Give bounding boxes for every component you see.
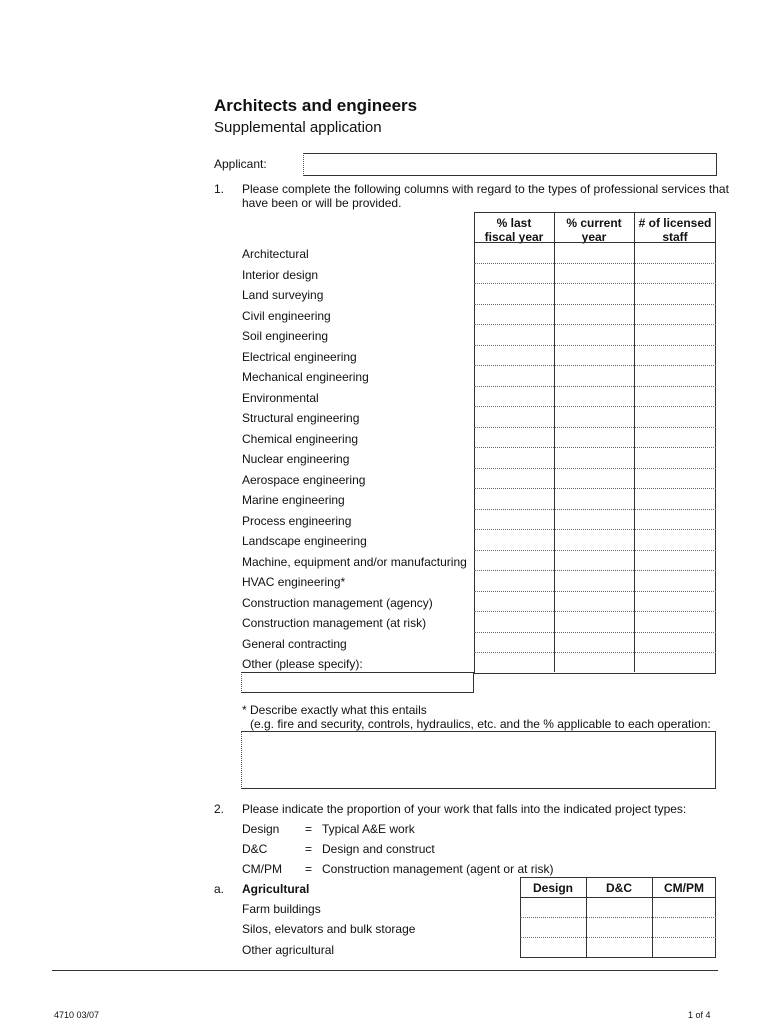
service-cell-input[interactable]: [474, 345, 554, 366]
service-cell-input[interactable]: [634, 468, 716, 489]
service-cell-input[interactable]: [474, 242, 554, 263]
service-cell-input[interactable]: [634, 345, 716, 366]
service-cell-input[interactable]: [474, 386, 554, 407]
service-cell-input[interactable]: [474, 591, 554, 612]
project-col-header-dc: D&C: [606, 881, 632, 895]
service-cell-input[interactable]: [554, 365, 634, 386]
services-col-header-licensed-staff: [634, 216, 716, 244]
service-cell-input[interactable]: [554, 263, 634, 284]
service-cell-input[interactable]: [474, 468, 554, 489]
service-cell-input[interactable]: [474, 304, 554, 325]
service-row-label: Soil engineering: [242, 329, 329, 343]
service-row-label: Structural engineering: [242, 411, 360, 425]
service-cell-input[interactable]: [474, 550, 554, 571]
project-row-farm-buildings: Farm buildings: [242, 902, 321, 916]
service-cell-input[interactable]: [474, 427, 554, 448]
service-row-label: Landscape engineering: [242, 534, 367, 548]
service-cell-input[interactable]: [474, 263, 554, 284]
service-cell-input[interactable]: [554, 386, 634, 407]
service-cell-input[interactable]: [634, 591, 716, 612]
service-row-label: Construction management (at risk): [242, 616, 427, 630]
service-cell-input[interactable]: [634, 406, 716, 427]
service-row-label: Other (please specify):: [242, 657, 363, 671]
footer-page-number: 1 of 4: [688, 1010, 711, 1020]
service-row-label: Interior design: [242, 267, 319, 282]
definition-def-design: Typical A&E work: [322, 822, 415, 836]
service-row-label: HVAC engineering*: [242, 575, 346, 589]
services-col-header-last-year-line1: % last: [496, 216, 532, 230]
service-cell-input[interactable]: [474, 652, 554, 673]
service-cell-input[interactable]: [474, 365, 554, 386]
service-row-label: Environmental: [242, 390, 319, 405]
definition-eq-design: =: [305, 822, 313, 836]
service-cell-input[interactable]: [634, 324, 716, 345]
applicant-input[interactable]: [303, 153, 717, 176]
definition-term-design: Design: [242, 822, 280, 836]
applicant-label: Applicant:: [214, 157, 267, 171]
service-cell-input[interactable]: [474, 509, 554, 530]
service-row-label: Marine engineering: [242, 493, 345, 507]
service-cell-input[interactable]: [634, 570, 716, 591]
service-cell-input[interactable]: [554, 652, 634, 673]
project-col-header-design: Design: [532, 881, 573, 895]
service-cell-input[interactable]: [554, 324, 634, 345]
services-col-header-licensed-staff-line1: # of licensed: [638, 216, 712, 230]
section1-text-line2: have been or will be provided.: [242, 196, 402, 210]
service-row-label: Electrical engineering: [242, 349, 357, 364]
service-row-label: Architectural: [242, 247, 309, 261]
service-row-label: Land surveying: [242, 288, 324, 302]
definition-eq-dc: =: [305, 842, 313, 856]
service-cell-input[interactable]: [554, 304, 634, 325]
service-cell-input[interactable]: [554, 550, 634, 571]
project-row-rule-1: [520, 917, 716, 918]
service-cell-input[interactable]: [634, 509, 716, 530]
service-cell-input[interactable]: [554, 488, 634, 509]
service-cell-input[interactable]: [634, 263, 716, 284]
service-cell-input[interactable]: [474, 324, 554, 345]
service-cell-input[interactable]: [634, 652, 716, 673]
service-cell-input[interactable]: [554, 509, 634, 530]
service-cell-input[interactable]: [634, 242, 716, 263]
service-cell-input[interactable]: [474, 529, 554, 550]
service-cell-input[interactable]: [554, 447, 634, 468]
service-cell-input[interactable]: [554, 611, 634, 632]
service-cell-input[interactable]: [554, 468, 634, 489]
services-col-header-current-year-line1: % current: [566, 216, 622, 230]
services-col-header-current-year-line2: year: [581, 230, 607, 244]
service-cell-input[interactable]: [634, 529, 716, 550]
project-col-header-cmpm: CM/PM: [664, 881, 704, 895]
service-row-label: Machine, equipment and/or manufacturing: [242, 554, 467, 569]
service-cell-input[interactable]: [554, 570, 634, 591]
service-cell-input[interactable]: [474, 447, 554, 468]
service-cell-input[interactable]: [554, 345, 634, 366]
service-row-label: Nuclear engineering: [242, 452, 350, 466]
definition-def-cmpm: Construction management (agent or at risk): [322, 862, 554, 876]
service-cell-input[interactable]: [474, 283, 554, 304]
section2-number: 2.: [214, 802, 225, 816]
project-row-silos: Silos, elevators and bulk storage: [242, 922, 416, 936]
footer-rule: [52, 970, 718, 971]
service-row-label: Aerospace engineering: [242, 472, 366, 487]
service-cell-input[interactable]: [634, 550, 716, 571]
page-title: Architects and engineers: [214, 96, 418, 115]
service-cell-input[interactable]: [554, 242, 634, 263]
page-subtitle: Supplemental application: [214, 119, 382, 136]
service-row-label: General contracting: [242, 636, 347, 651]
service-cell-input[interactable]: [474, 406, 554, 427]
service-cell-input[interactable]: [554, 406, 634, 427]
service-row-label: Mechanical engineering: [242, 370, 369, 384]
services-col-header-current-year: [554, 216, 634, 244]
definition-eq-cmpm: =: [305, 862, 313, 876]
service-cell-input[interactable]: [634, 632, 716, 653]
section2a-title: Agricultural: [242, 882, 310, 896]
definition-def-dc: Design and construct: [322, 842, 435, 856]
service-cell-input[interactable]: [554, 283, 634, 304]
services-col-header-licensed-staff-line2: staff: [662, 230, 688, 244]
service-row-label: Process engineering: [242, 513, 352, 528]
service-row-label: Chemical engineering: [242, 431, 359, 446]
service-cell-input[interactable]: [474, 488, 554, 509]
service-cell-input[interactable]: [474, 611, 554, 632]
hvac-note-line1: * Describe exactly what this entails: [242, 703, 427, 717]
service-cell-input[interactable]: [634, 447, 716, 468]
section2a-letter: a.: [214, 882, 225, 896]
service-cell-input[interactable]: [634, 304, 716, 325]
project-row-rule-2: [520, 937, 716, 938]
service-row-label: Civil engineering: [242, 308, 331, 323]
service-cell-input[interactable]: [634, 611, 716, 632]
definition-term-cmpm: CM/PM: [242, 862, 282, 876]
project-row-other-agricultural: Other agricultural: [242, 943, 335, 957]
service-cell-input[interactable]: [474, 632, 554, 653]
definition-term-dc: D&C: [242, 842, 268, 856]
service-cell-input[interactable]: [554, 591, 634, 612]
service-cell-input[interactable]: [554, 632, 634, 653]
section2-text: Please indicate the proportion of your work that falls into the indicated project types:: [242, 802, 687, 816]
footer-form-number: 4710 03/07: [54, 1010, 100, 1020]
service-cell-input[interactable]: [554, 529, 634, 550]
project-header-rule: [520, 897, 716, 898]
services-col-header-last-year-line2: fiscal year: [484, 230, 544, 244]
section1-text-line1: Please complete the following columns with regard to the types of professional services that: [242, 182, 729, 196]
service-cell-input[interactable]: [634, 427, 716, 448]
service-cell-input[interactable]: [634, 386, 716, 407]
service-row-label: Construction management (agency): [242, 595, 433, 610]
service-cell-input[interactable]: [634, 283, 716, 304]
section1-number: 1.: [214, 182, 225, 196]
hvac-description-input[interactable]: [241, 731, 716, 789]
services-col-header-last-year: [474, 216, 554, 244]
other-specify-input[interactable]: [241, 672, 474, 693]
service-cell-input[interactable]: [554, 427, 634, 448]
service-cell-input[interactable]: [634, 488, 716, 509]
service-cell-input[interactable]: [634, 365, 716, 386]
hvac-note-line2: (e.g. fire and security, controls, hydraulics, etc. and the % applicable to each operation:: [250, 717, 711, 731]
service-cell-input[interactable]: [474, 570, 554, 591]
